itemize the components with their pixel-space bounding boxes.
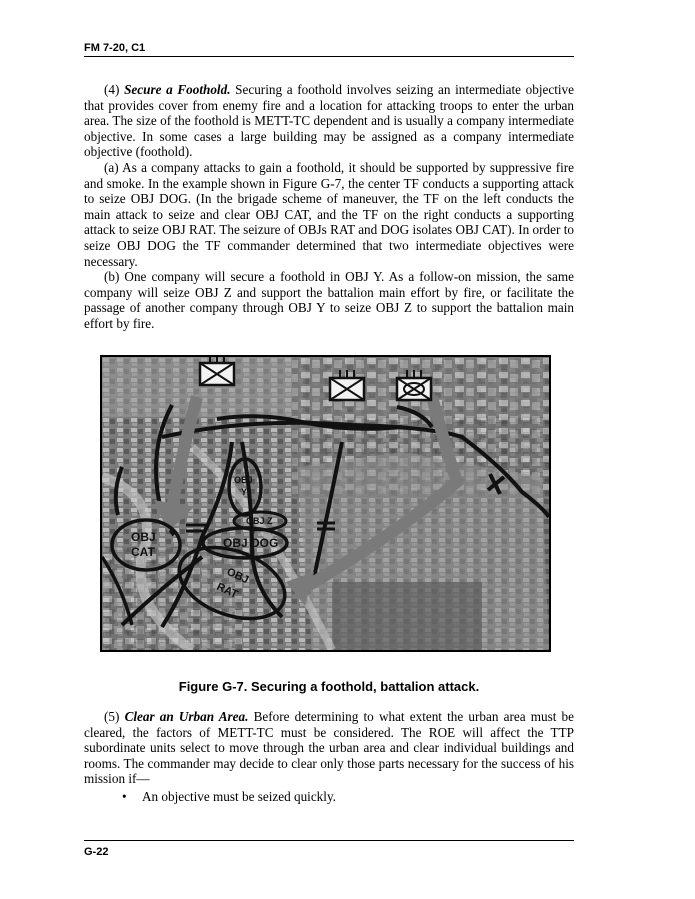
para4-title: Secure a Foothold.: [124, 82, 231, 97]
label-obj-cat-line1: OBJ: [131, 530, 156, 544]
bullet-text: An objective must be seized quickly.: [142, 789, 336, 804]
label-obj-z: OBJ Z: [246, 516, 273, 526]
para5-intro: [84, 709, 574, 787]
document-id: FM 7-20, C1: [84, 42, 146, 54]
label-obj-y-line2: Y: [241, 487, 248, 497]
para5-title: Clear an Urban Area.: [124, 709, 249, 724]
para4-sub-b: (b) One company will secure a foothold in OBJ Y. As a follow-on mission, the same company will seize OBJ Z and support the battalion main effort by fire, or facilitate the passage of another company through OBJ Y to seize OBJ Z to support the battalion main effort by fire.: [84, 269, 574, 331]
label-obj-cat-line2: CAT: [131, 545, 155, 559]
label-obj-y-line1: OBJ: [234, 475, 253, 485]
figure-g7-aerial-map: [100, 355, 551, 652]
bullet-dot-icon: •: [122, 789, 127, 804]
page-number: G-22: [84, 846, 109, 858]
label-obj-rat-line1: OBJ: [224, 565, 251, 587]
header-rule: [84, 56, 574, 57]
label-obj-dog: OBJ DOG: [223, 536, 279, 550]
para4-number: (4): [104, 82, 120, 97]
paragraph-clear-urban-area: [84, 709, 574, 787]
footer-rule: [84, 840, 574, 841]
figure-caption: Figure G-7. Securing a foothold, battalion attack.: [178, 679, 480, 694]
paragraph-secure-foothold: [84, 82, 574, 332]
label-obj-rat-line2: RAT: [214, 580, 240, 601]
para4-sub-a: (a) As a company attacks to gain a foothold, it should be supported by suppressive fire and smoke. In the example shown in Figure G-7, the center TF conducts a supporting attack to seize OBJ DOG. (In the brigade scheme of maneuver, the TF on the left conducts the main attack to seize and clear OBJ CAT, and the TF on the right conducts a supporting attack to seize OBJ RAT. The seizure of OBJs RAT and DOG isolates OBJ CAT). In order to seize OBJ DOG the TF commander determined that two intermediate objectives were necessary.: [84, 159, 574, 269]
bullet-item: [122, 789, 336, 805]
para5-text: Before determining to what extent the urban area must be cleared, the factors of METT-TC must be considered. The ROE will affect the TTP subordinate units select to move through the urban area and clear individual buildings and rooms. The commander may decide to clear only those parts necessary for the success of his mission if—: [84, 709, 575, 787]
para4-intro: [84, 82, 574, 160]
para5-number: (5): [104, 709, 120, 724]
para4-text: Securing a foothold involves seizing an intermediate objective that provides cover from enemy fire and a location for attacking troops to enter the urban area. The size of the foothold is METT-TC dependent and is usually a company intermediate objective. In some cases a large building may be assigned as a company intermediate objective (foothold).: [84, 82, 575, 160]
